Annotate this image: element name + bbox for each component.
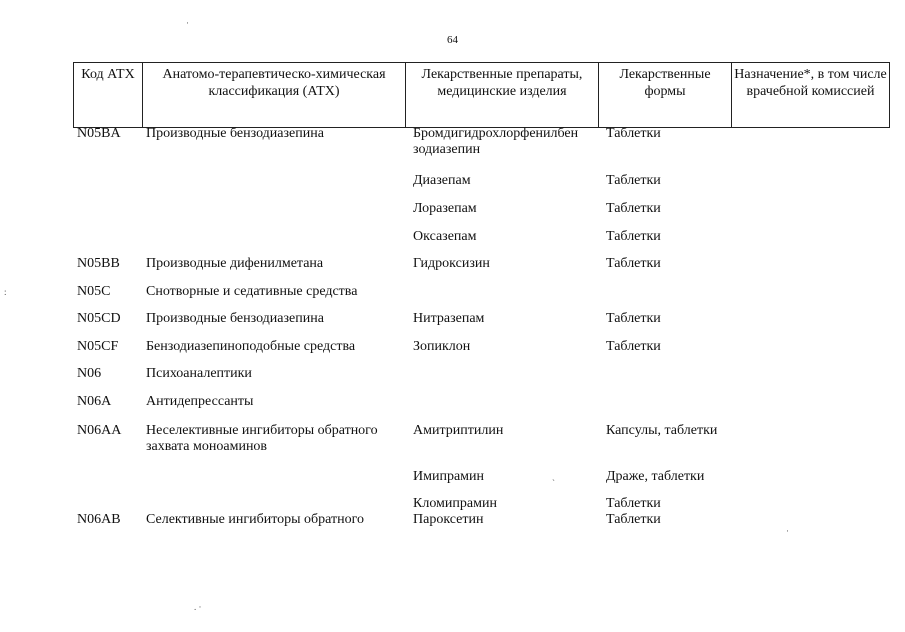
atx-code: N06AB: [77, 512, 121, 527]
atx-code: N05CF: [77, 339, 119, 354]
header-purpose: Назначение*, в том числе врачебной комиссией: [731, 63, 889, 127]
atx-code: N05CD: [77, 311, 121, 326]
drug-name: Кломипрамин: [413, 496, 497, 511]
header-forms: Лекарственные формы: [598, 63, 731, 127]
atx-name: Неселективные ингибиторы обратного захвата моноаминов: [146, 423, 378, 454]
drug-name: Имипрамин: [413, 469, 485, 484]
atx-name: Бензодиазепиноподобные средства: [146, 339, 356, 354]
drug-name: Зопиклон: [413, 339, 471, 354]
drug-name: Пароксетин: [413, 512, 484, 527]
atx-code: N06: [77, 366, 102, 381]
dosage-form: Таблетки: [606, 512, 661, 527]
drug-name: Лоразепам: [413, 201, 477, 216]
dosage-form: Таблетки: [606, 311, 661, 326]
scan-speck: ·: [786, 526, 789, 536]
scan-speck: . ·: [194, 602, 202, 612]
dosage-form: Таблетки: [606, 229, 661, 244]
header-atx: Анатомо-терапевтическо-химическая классификация (АТХ): [142, 63, 405, 127]
dosage-form: Таблетки: [606, 173, 661, 188]
scan-speck: ·: [186, 18, 189, 28]
atx-code: N05BA: [77, 126, 121, 141]
atx-name: Производные бензодиазепина: [146, 311, 324, 326]
scan-speck: `: [552, 478, 555, 488]
dosage-form: Таблетки: [606, 256, 661, 271]
dosage-form: Капсулы, таблетки: [606, 423, 718, 438]
dosage-form: Таблетки: [606, 201, 661, 216]
table-header: [73, 62, 890, 128]
drug-name: Бромдигидрохлорфенилбен зодиазепин: [413, 126, 579, 157]
header-drugs: Лекарственные препараты, медицинские изделия: [405, 63, 598, 127]
atx-code: N05BB: [77, 256, 120, 271]
dosage-form: Драже, таблетки: [606, 469, 705, 484]
atx-name: Антидепрессанты: [146, 394, 254, 409]
drug-name: Диазепам: [413, 173, 471, 188]
atx-code: N06A: [77, 394, 112, 409]
drug-name: Оксазепам: [413, 229, 477, 244]
atx-name: Производные дифенилметана: [146, 256, 324, 271]
atx-code: N06AA: [77, 423, 122, 438]
scan-speck: :: [4, 287, 7, 297]
atx-name: Психоаналептики: [146, 366, 252, 381]
atx-name: Производные бензодиазепина: [146, 126, 324, 141]
dosage-form: Таблетки: [606, 496, 661, 511]
atx-code: N05C: [77, 284, 111, 299]
dosage-form: Таблетки: [606, 339, 661, 354]
atx-name: Селективные ингибиторы обратного: [146, 512, 365, 527]
dosage-form: Таблетки: [606, 126, 661, 141]
drug-name: Нитразепам: [413, 311, 485, 326]
page-number: 64: [447, 34, 458, 46]
drug-name: Гидроксизин: [413, 256, 490, 271]
atx-name: Снотворные и седативные средства: [146, 284, 358, 299]
header-code: Код АТХ: [81, 67, 135, 82]
drug-name: Амитриптилин: [413, 423, 504, 438]
